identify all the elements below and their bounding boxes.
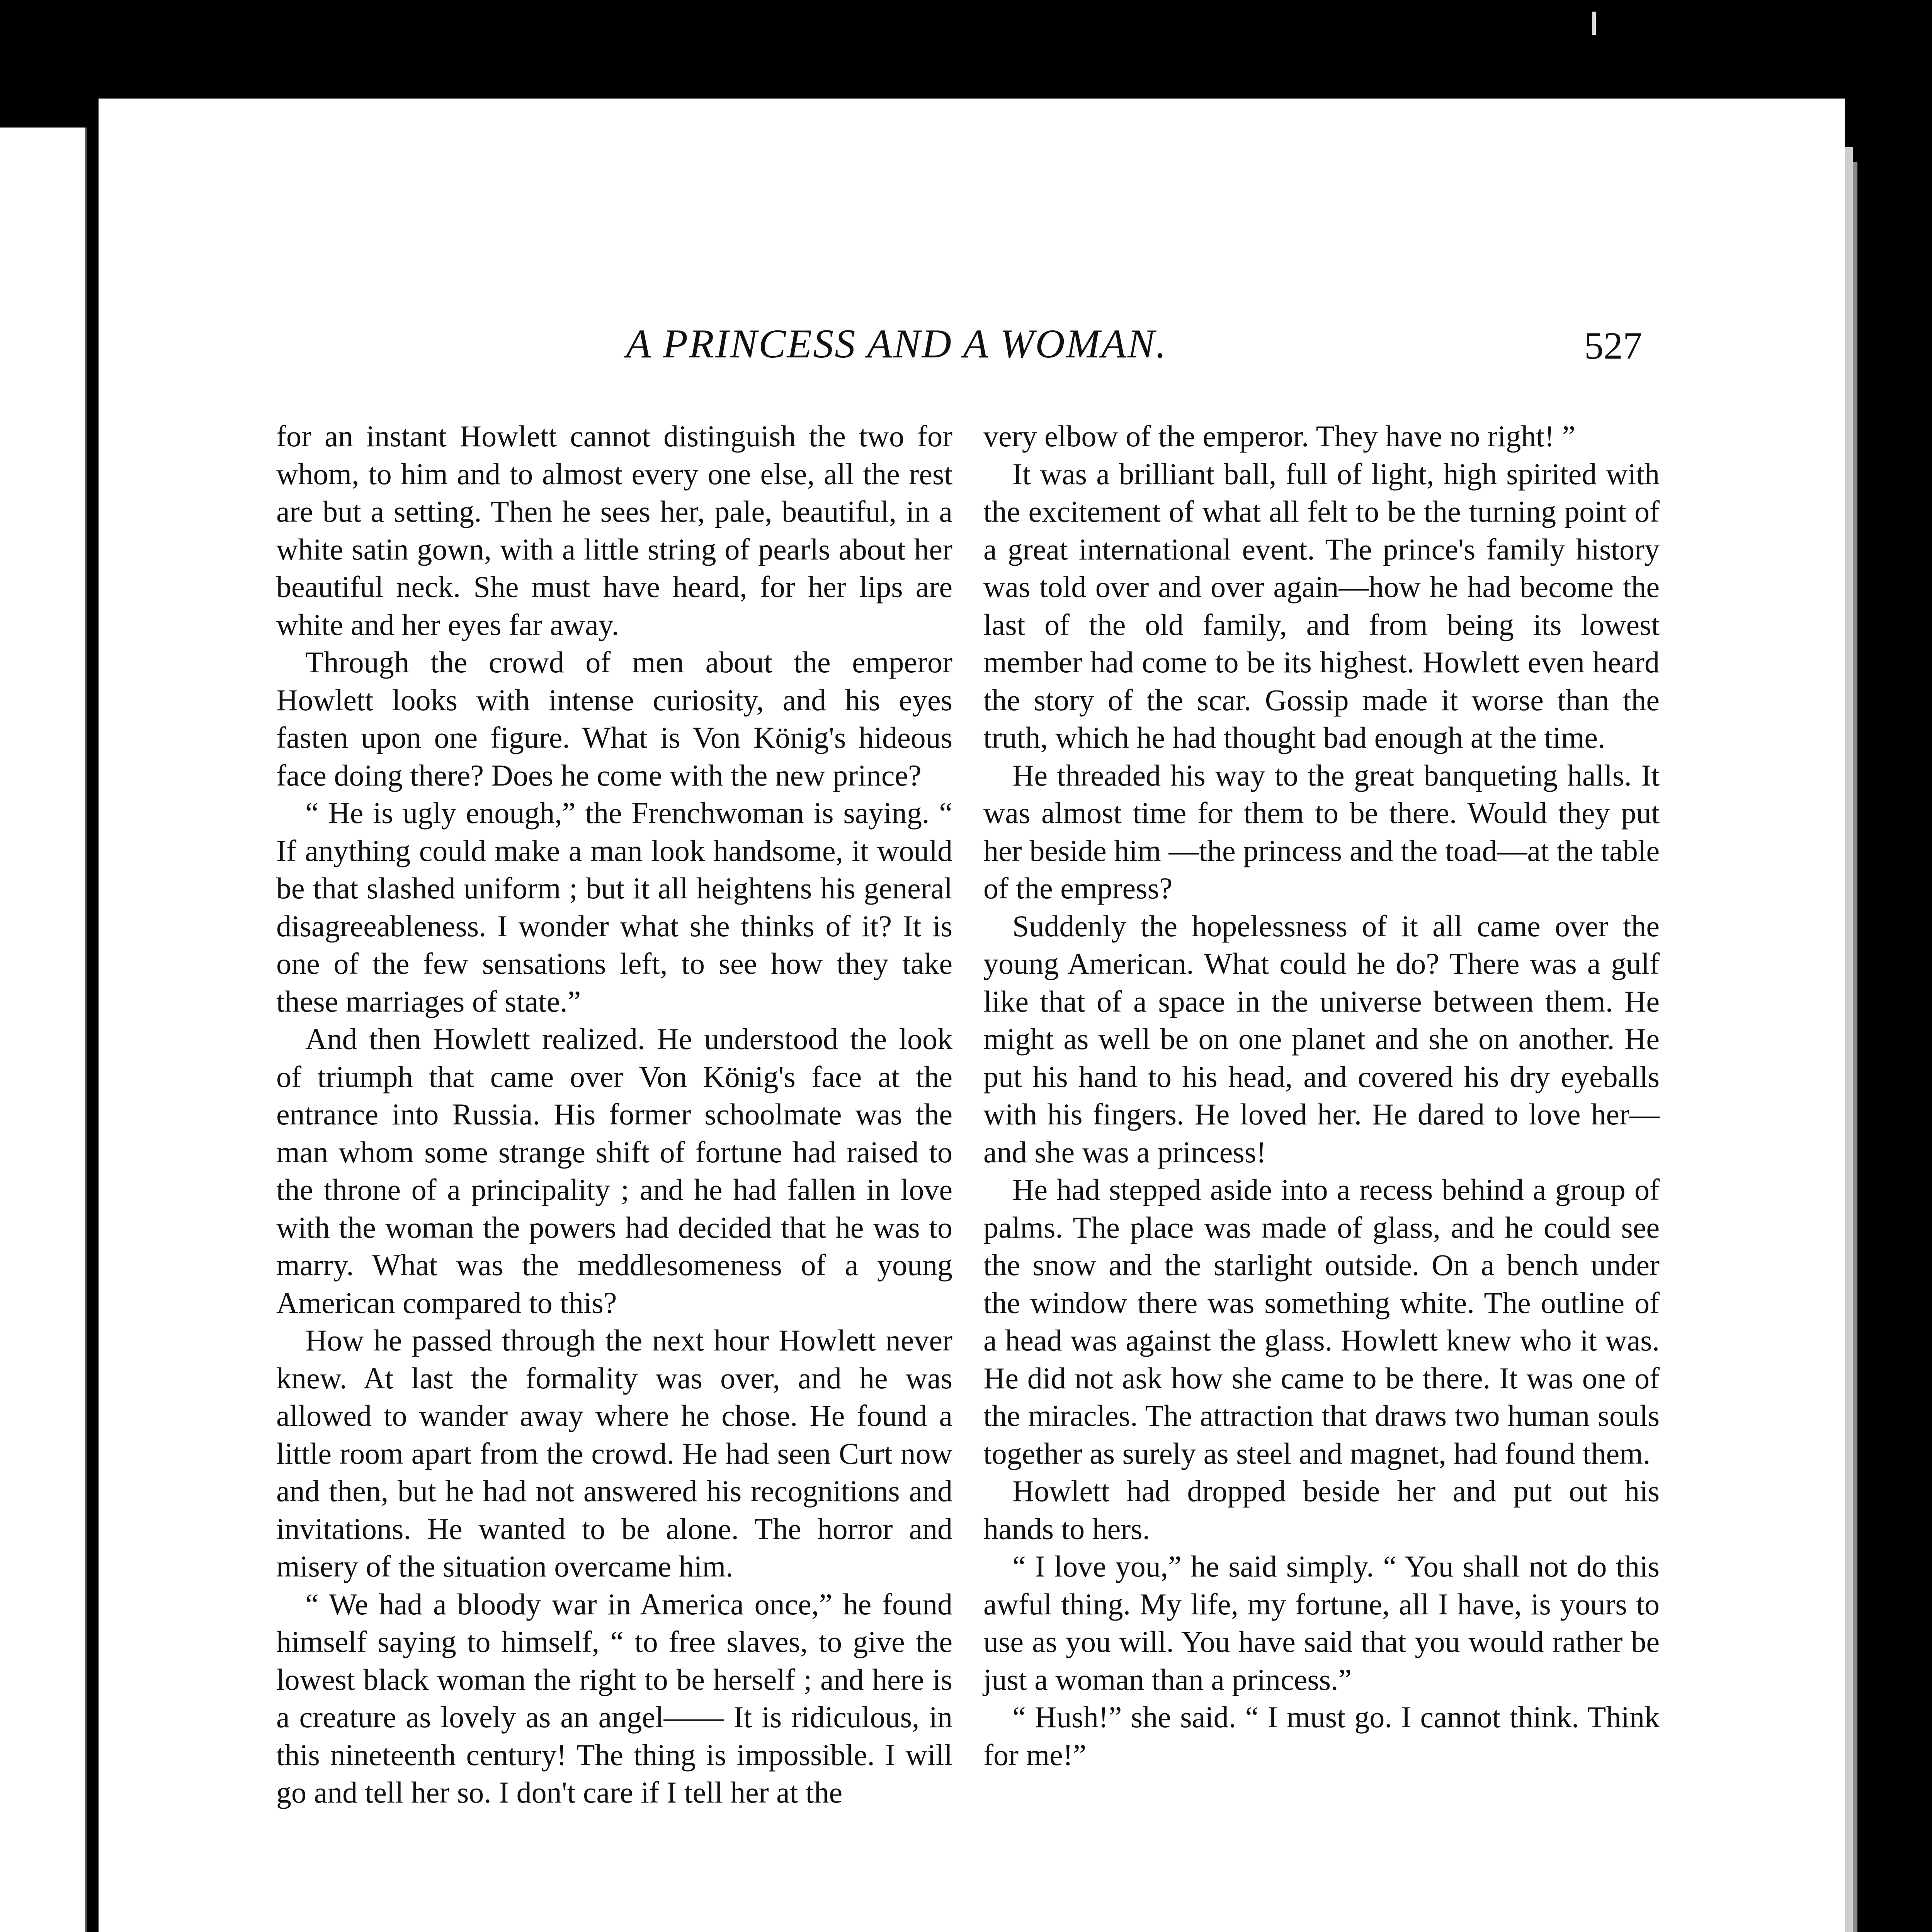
paragraph: He had stepped aside into a recess behind a group of palms. The place was made of glass, and he could see the snow and the starlight outside. On a bench under the window there was something white. The outline of a head was against the glass. Howlett knew who it was. He did not ask how she came to be there. It was one of the miracles. The attraction that draws two human souls together as surely as steel and magnet, had found them. — [983, 1173, 1660, 1470]
paragraph: It was a brilliant ball, full of light, high spirited with the excitement of what all felt to be the turning point of a great international event. The prince's family history was told over and over again—how he had become the last of the old family, and from being its lowest member had come to be its highest. Howlett even heard the story of the scar. Gossip made it worse than the truth, which he had thought bad enough at the time. — [983, 457, 1660, 754]
page-edge-shadow — [1845, 147, 1853, 1932]
page-number: 527 — [1584, 324, 1642, 367]
paragraph: “ I love you,” he said simply. “ You shall not do this awful thing. My life, my fortune, all I have, is yours to use as you will. You have said that you would rather be just a woman than a princess.” — [983, 1549, 1660, 1696]
page-edge-shadow-dark — [1853, 162, 1857, 1932]
scan-speck — [1592, 12, 1596, 35]
paragraph: Suddenly the hopelessness of it all came over the young American. What could he do? There was a gulf like that of a space in the universe between them. He might as well be on one planet and she on another. He put his hand to his head, and covered his dry eyeballs with his fingers. He loved her. He dared to love her—and she was a princess! — [983, 909, 1660, 1169]
left-column — [276, 417, 952, 1811]
paragraph: “ He is ugly enough,” the Frenchwoman is saying. “ If anything could make a man look handsome, it would be that slashed uniform ; but it all heightens his general disagreeableness. I wonder what she thinks of it? It is one of the few sensations left, to see how they take these marriages of state.” — [276, 796, 952, 1018]
paragraph: Through the crowd of men about the emperor Howlett looks with intense curiosity, and his eyes fasten upon one figure. What is Von König's hideous face doing there? Does he come with the new prince? — [276, 645, 952, 792]
paragraph: “ Hush!” she said. “ I must go. I cannot think. Think for me!” — [983, 1700, 1660, 1772]
running-head: A PRINCESS AND A WOMAN. — [626, 321, 1167, 366]
paragraph: And then Howlett realized. He understood the look of triumph that came over Von König's face at the entrance into Russia. His former schoolmate was the man whom some strange shift of fortune had raised to the throne of a principality ; and he had fallen in love with the woman the powers had decided that he was to marry. What was the meddlesomeness of a young American compared to this? — [276, 1022, 952, 1320]
paragraph: very elbow of the emperor. They have no right! ” — [983, 419, 1576, 453]
paragraph: How he passed through the next hour Howlett never knew. At last the formality was over, and he was allowed to wander away where he chose. He found a little room apart from the crowd. He had seen Curt now and then, but he had not answered his recognitions and invitations. He wanted to be alone. The horror and misery of the situation overcame him. — [276, 1323, 952, 1583]
paragraph: He threaded his way to the great banqueting halls. It was almost time for them to be there. Would they put her beside him —the princess and the toad—at the table of the empress? — [983, 758, 1660, 905]
facing-page-edge — [0, 128, 87, 1932]
paragraph: Howlett had dropped beside her and put out his hands to hers. — [983, 1474, 1660, 1546]
paragraph: “ We had a bloody war in America once,” he found himself saying to himself, “ to free slaves, to give the lowest black woman the right to be herself ; and here is a creature as lovely as an angel—— It is ridiculous, in this nineteenth century! The thing is impossible. I will go and tell her so. I don't care if I tell her at the — [276, 1587, 952, 1809]
paragraph: for an instant Howlett cannot distinguish the two for whom, to him and to almost every one else, all the rest are but a setting. Then he sees her, pale, beautiful, in a white satin gown, with a little string of pearls about her beautiful neck. She must have heard, for her lips are white and her eyes far away. — [276, 419, 952, 641]
right-column — [983, 417, 1660, 1774]
